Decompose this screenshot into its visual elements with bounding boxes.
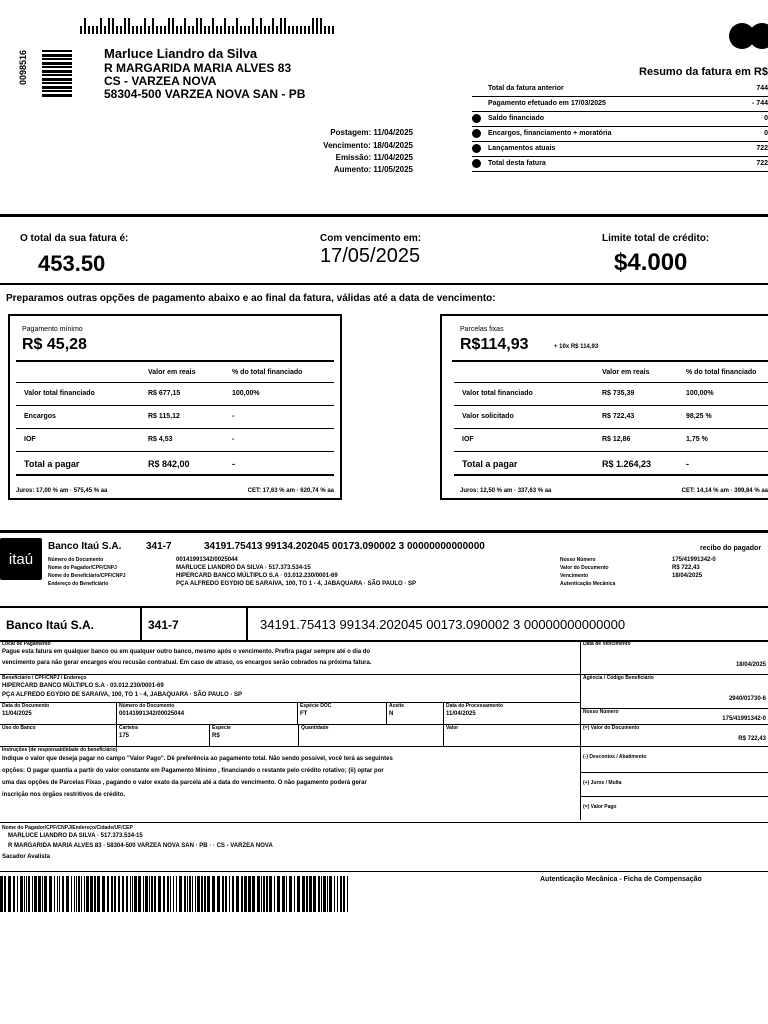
- minimum-col2: % do total financiado: [232, 369, 303, 376]
- quantity-cell: [299, 724, 444, 747]
- receipt-right-label: Valor do Documento: [560, 565, 609, 571]
- totals-box: [0, 214, 768, 285]
- summary-row-value: 722: [756, 160, 768, 167]
- doc-value-cell: [581, 724, 768, 747]
- instruction-line: uma das opções de Parcelas Fixas , pagando o valor exato da parcela até a data do vencimento. O não pagamento poderá gerar: [2, 780, 367, 786]
- payment-location-label: Local de Pagamento: [2, 641, 51, 647]
- summary-row: [472, 112, 768, 127]
- receipt-row-value: PÇA ALFREDO EGYDIO DE SARAIVA, 100, TO 1 - 4, JABAQUARA · SÃO PAULO · SP: [176, 581, 417, 587]
- posting-date: Postagem: 11/04/2025: [330, 128, 413, 137]
- summary-row-value: 744: [756, 85, 768, 92]
- receipt-right-value: 18/04/2025: [672, 573, 703, 579]
- due-value: 17/05/2025: [320, 245, 421, 267]
- our-number-value: 175/41991342-0: [722, 716, 766, 722]
- installments-col2: % do total financiado: [686, 369, 757, 376]
- side-code: 0098516: [18, 50, 28, 86]
- row-percent: -: [232, 459, 235, 469]
- summary-row-value: 0: [764, 130, 768, 137]
- minimum-payment-box: [8, 314, 342, 500]
- itau-logo: itaú: [0, 538, 42, 580]
- discount-cell: [581, 746, 768, 773]
- total-value: 453.50: [38, 251, 106, 276]
- receipt-right-value: R$ 722,43: [672, 565, 700, 571]
- row-percent: -: [232, 436, 235, 443]
- installments-col1: Valor em reais: [602, 369, 650, 376]
- limit-label: Limite total de crédito:: [602, 233, 710, 244]
- agency-cell: [581, 674, 768, 709]
- slip-due-label: Data de Vencimento: [583, 641, 631, 647]
- summary-row-label: Saldo financiado: [488, 115, 545, 122]
- receipt-title: recibo do pagador: [700, 545, 762, 552]
- summary-row: [472, 127, 768, 142]
- processing-date-value: 11/04/2025: [446, 711, 476, 717]
- receipt-row-value: MARLUCE LIANDRO DA SILVA · 517.373.534-15: [176, 565, 311, 571]
- processing-date-cell: [444, 702, 580, 725]
- payer-line2: R MARGARIDA MARIA ALVES 83 · 58304-500 VARZEA NOVA SAN · PB · · CS - VARZEA NOVA: [8, 843, 273, 849]
- summary-title: Resumo da fatura em R$: [639, 66, 768, 78]
- beneficiary-label: Beneficiário / CPF/CNPJ / Endereço: [2, 675, 87, 681]
- table-row: [454, 429, 768, 452]
- processing-date-label: Data do Processamento: [446, 703, 503, 709]
- receipt-right-value: 175/41991342-0: [672, 557, 716, 563]
- beneficiary-cell: [0, 674, 580, 703]
- row-percent: 98,25 %: [686, 413, 712, 420]
- boleto-barcode: [0, 876, 350, 912]
- our-number-label: Nosso Número: [583, 709, 619, 715]
- paid-label: (=) Valor Pago: [583, 804, 617, 810]
- wallet-value: 175: [119, 733, 130, 739]
- receipt-row-label: Nome do Beneficiário/CPF/CNPJ: [48, 573, 126, 579]
- table-row: [454, 383, 768, 406]
- table-row: [16, 383, 334, 406]
- row-percent: -: [686, 459, 689, 469]
- bank-use-cell: [0, 724, 117, 747]
- summary-row-label: Pagamento efetuado em 17/03/2025: [488, 100, 606, 107]
- receipt-row-label: Nome do Pagador/CPF/CNPJ: [48, 565, 117, 571]
- currency-cell: [210, 724, 299, 747]
- species-value: FT: [300, 711, 308, 717]
- quantity-label: Quantidade: [301, 725, 329, 731]
- instructions-cell: [0, 746, 580, 820]
- minimum-footer: [16, 488, 334, 494]
- slip-due-value: 18/04/2025: [735, 662, 766, 668]
- payer-line3: Sacador Avalista: [2, 854, 50, 860]
- invoice-summary: [472, 66, 768, 172]
- accept-label: Aceite: [389, 703, 405, 709]
- summary-row: [472, 142, 768, 157]
- row-value: R$ 722,43: [602, 413, 635, 420]
- side-barcode: [42, 50, 72, 100]
- row-value: R$ 677,15: [148, 390, 181, 397]
- row-percent: 100,00%: [232, 390, 260, 397]
- summary-row-label: Total da fatura anterior: [488, 85, 564, 92]
- total-label: O total da sua fatura é:: [20, 233, 129, 244]
- doc-value-label: (=) Valor do Documento: [583, 725, 640, 731]
- table-row: [16, 452, 334, 476]
- row-value: R$ 842,00: [148, 459, 190, 469]
- receipt-digitable-line: 34191.75413 99134.202045 00173.090002 3 00000000000000: [204, 541, 485, 552]
- accept-value: N: [389, 711, 394, 717]
- slip-header: [0, 606, 768, 642]
- species-cell: [298, 702, 387, 725]
- payment-location-cell: [0, 640, 580, 675]
- instructions-label: Instruções (de responsabilidade do beneficiário): [2, 747, 118, 753]
- recipient-name: Marluce Liandro da Silva: [104, 46, 258, 61]
- installments-note: + 10x R$ 114,93: [554, 344, 599, 350]
- discount-label: (-) Descontos / Abatimento: [583, 754, 647, 760]
- minimum-cet: CET: 17,63 % am · 620,74 % aa: [247, 488, 334, 494]
- beneficiary-line2: PÇA ALFREDO EGYDIO DE SARAIVA, 100, TO 1 - 4, JABAQUARA · SÃO PAULO · SP: [2, 692, 243, 698]
- bullet-icon: [472, 144, 481, 153]
- bullet-icon: [472, 114, 481, 123]
- installments-title: Parcelas fixas: [460, 326, 504, 333]
- slip-bank-code: 341-7: [148, 618, 179, 632]
- row-label: IOF: [24, 436, 36, 443]
- summary-row-value: 0: [764, 115, 768, 122]
- due-label: Com vencimento em:: [320, 233, 422, 244]
- postal-barcode: [80, 18, 338, 34]
- instruction-line: Indique o valor que deseja pagar no campo "Valor Pago". Dê preferência ao pagamento total. Não sendo possível, você terá as seguintes: [2, 756, 393, 762]
- interest-label: (+) Juros / Multa: [583, 780, 622, 786]
- minimum-table: [16, 364, 334, 476]
- our-number-cell: [581, 708, 768, 725]
- increase-date: Aumento: 11/05/2025: [333, 165, 413, 174]
- instruction-line: opções: O pagar quantia a partir do valor constante em Pagamento Mínimo , financiando o restante pelo crédito rotativo; (ii) optar por: [2, 768, 384, 774]
- row-value: R$ 12,86: [602, 436, 631, 443]
- payer-label: Nome do Pagador/CPF/CNPJ/Endereço/Cidade/UF/CEP: [2, 825, 133, 831]
- summary-row: [472, 157, 768, 172]
- due-date-cell: [581, 640, 768, 675]
- row-label: Valor total financiado: [462, 390, 533, 397]
- receipt-row-label: Endereço do Beneficiário: [48, 581, 109, 587]
- bullet-icon: [472, 159, 481, 168]
- summary-row-value: - 744: [752, 100, 768, 107]
- receipt-right-label: Vencimento: [560, 573, 589, 579]
- payer-cell: [0, 822, 768, 872]
- row-label: Encargos: [24, 413, 56, 420]
- due-date-line: Vencimento: 18/04/2025: [323, 141, 413, 150]
- wallet-cell: [117, 724, 210, 747]
- recipient-district: CS - VARZEA NOVA: [104, 74, 217, 88]
- payment-options-heading: Preparamos outras opções de pagamento abaixo e ao final da fatura, válidas até a data de vencimento:: [6, 293, 496, 304]
- row-label: IOF: [462, 436, 474, 443]
- receipt-bank: Banco Itaú S.A.: [48, 541, 122, 552]
- slip-digitable-line: 34191.75413 99134.202045 00173.090002 3 00000000000000: [260, 617, 626, 632]
- mechanical-auth: Autenticação Mecânica - Ficha de Compensação: [540, 876, 702, 883]
- summary-row-label: Encargos, financiamento + moratória: [488, 130, 612, 137]
- receipt-right-label: Nosso Número: [560, 557, 596, 563]
- row-percent: -: [232, 413, 235, 420]
- row-value: R$ 115,12: [148, 413, 180, 420]
- slip-body: [0, 640, 768, 820]
- doc-date-cell: [0, 702, 117, 725]
- summary-row-label: Lançamentos atuais: [488, 145, 556, 152]
- table-row: [16, 429, 334, 452]
- row-percent: 100,00%: [686, 390, 714, 397]
- installments-table: [454, 364, 768, 476]
- receipt-row-value: HIPERCARD BANCO MÚLTIPLO S.A · 03.012.230/0001-69: [176, 573, 338, 579]
- receipt-bank-code: 341-7: [146, 541, 172, 552]
- row-label: Valor solicitado: [462, 413, 514, 420]
- interest-cell: [581, 772, 768, 797]
- agency-label: Agência / Código Beneficiário: [583, 675, 654, 681]
- doc-date-value: 11/04/2025: [2, 711, 32, 717]
- payer-receipt: [0, 530, 768, 595]
- payer-line1: MARLUCE LIANDRO DA SILVA · 517.373.534-15: [8, 833, 143, 839]
- summary-row-value: 722: [756, 145, 768, 152]
- beneficiary-line1: HIPERCARD BANCO MÚLTIPLO S.A · 03.012.230/0001-69: [2, 683, 164, 689]
- wallet-label: Carteira: [119, 725, 138, 731]
- value-cell: [444, 724, 580, 747]
- minimum-col1: Valor em reais: [148, 369, 196, 376]
- receipt-row-label: Número do Documento: [48, 557, 104, 563]
- minimum-title: Pagamento mínimo: [22, 326, 83, 333]
- receipt-right-label: Autenticação Mecânica: [560, 581, 616, 587]
- limit-value: $4.000: [614, 249, 688, 276]
- row-value: R$ 735,39: [602, 390, 635, 397]
- minimum-amount: R$ 45,28: [22, 336, 87, 353]
- recipient-street: R MARGARIDA MARIA ALVES 83: [104, 61, 292, 75]
- row-value: R$ 4,53: [148, 436, 173, 443]
- doc-number-value: 00141991342/00025044: [119, 711, 185, 717]
- minimum-interest: Juros: 17,00 % am · 575,45 % aa: [16, 488, 108, 494]
- doc-number-label: Número do Documento: [119, 703, 175, 709]
- payment-location-text2: vencimento para não gerar encargos e/ou recusão contratual. Em caso de atraso, os encargos serão cobrados na próxima fatura.: [2, 660, 372, 666]
- installments-cet: CET: 14,14 % am · 399,84 % aa: [681, 488, 768, 494]
- row-value: R$ 1.264,23: [602, 459, 652, 469]
- payment-location-text1: Pague esta fatura em qualquer banco ou em qualquer outro banco, mesmo após o vencimento. Prefira pagar sempre até o dia do: [2, 649, 371, 655]
- doc-number-cell: [117, 702, 298, 725]
- accept-cell: [387, 702, 444, 725]
- bullet-icon: [472, 129, 481, 138]
- bank-use-label: Uso do Banco: [2, 725, 36, 731]
- row-label: Valor total financiado: [24, 390, 95, 397]
- row-label: Total a pagar: [462, 459, 518, 469]
- table-row: [454, 406, 768, 429]
- summary-row: [472, 82, 768, 97]
- table-row: [454, 452, 768, 476]
- paid-cell: [581, 796, 768, 820]
- summary-row: [472, 97, 768, 112]
- issue-date: Emissão: 11/04/2025: [335, 153, 413, 162]
- row-percent: 1,75 %: [686, 436, 708, 443]
- value-label: Valor: [446, 725, 459, 731]
- installments-footer: [460, 488, 768, 494]
- installments-interest: Juros: 12,50 % am · 337,63 % aa: [460, 488, 552, 494]
- recipient-city: 58304-500 VARZEA NOVA SAN - PB: [104, 87, 306, 101]
- doc-date-label: Data do Documento: [2, 703, 50, 709]
- slip-bank: Banco Itaú S.A.: [6, 618, 95, 632]
- card-brand-logo: [726, 20, 768, 54]
- row-label: Total a pagar: [24, 459, 80, 469]
- installments-amount: R$114,93: [460, 336, 529, 353]
- doc-value-value: R$ 722,43: [738, 736, 766, 742]
- species-label: Espécie DOC: [300, 703, 332, 709]
- currency-value: R$: [212, 733, 220, 739]
- agency-value: 2940/01730-6: [728, 696, 766, 702]
- receipt-row-value: 00141991342/0025044: [176, 557, 238, 563]
- summary-row-label: Total desta fatura: [488, 160, 546, 167]
- instruction-line: inscrição nos órgãos restritivos de crédito.: [2, 792, 126, 798]
- table-row: [16, 406, 334, 429]
- currency-label: Espécie: [212, 725, 231, 731]
- installments-box: [440, 314, 768, 500]
